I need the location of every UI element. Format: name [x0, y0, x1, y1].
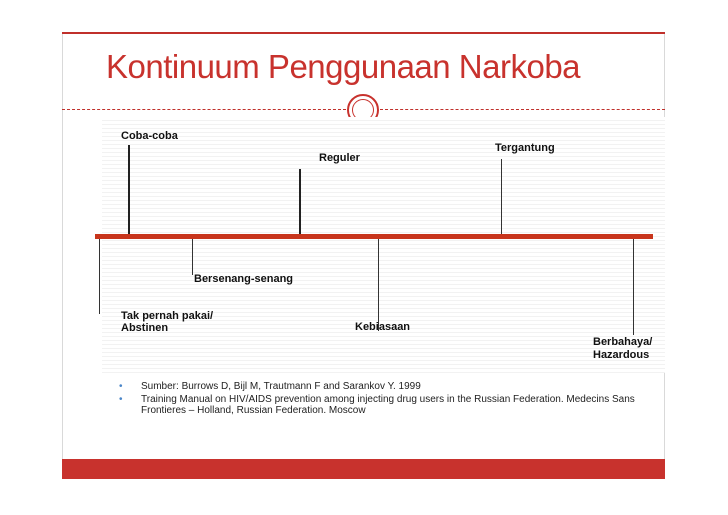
tick-coba — [128, 145, 130, 235]
label-berbahaya-line1: Berbahaya/ — [593, 336, 653, 348]
reference-text: Training Manual on HIV/AIDS prevention among injecting drug users in the Russian Federation. Medecins Sans Frontieres – Holland, Russian Federation. Moscow — [141, 394, 635, 416]
top-rule — [62, 32, 665, 34]
footer-bar — [62, 459, 665, 479]
tick-kebiasaan — [378, 239, 379, 331]
reference-list — [119, 381, 656, 416]
title-divider-right — [380, 109, 665, 110]
page-title: Kontinuum Penggunaan Narkoba — [106, 48, 581, 85]
label-reguler: Reguler — [319, 152, 360, 164]
tick-tergantung — [501, 159, 502, 235]
label-abstinen-line1: Tak pernah pakai/ — [121, 310, 214, 322]
tick-abstinen — [99, 239, 100, 314]
reference-item — [119, 381, 656, 392]
continuum-axis — [95, 234, 653, 239]
label-coba-coba: Coba-coba — [121, 130, 178, 142]
label-kebiasaan: Kebiasaan — [355, 321, 411, 333]
reference-item — [119, 394, 656, 416]
label-bersenang-senang: Bersenang-senang — [194, 273, 294, 285]
tick-bersenang — [192, 239, 193, 275]
title-divider-left — [62, 109, 346, 110]
bullet-icon: • — [119, 394, 123, 405]
bullet-icon: • — [119, 381, 123, 392]
continuum-panel — [102, 117, 665, 373]
label-berbahaya-line2: Hazardous — [593, 349, 650, 361]
tick-berbahaya — [633, 239, 634, 335]
reference-text: Sumber: Burrows D, Bijl M, Trautmann F and Sarankov Y. 1999 — [141, 381, 421, 392]
tick-reguler — [299, 169, 301, 235]
label-abstinen-line2: Abstinen — [121, 322, 169, 334]
label-tergantung: Tergantung — [495, 142, 555, 154]
